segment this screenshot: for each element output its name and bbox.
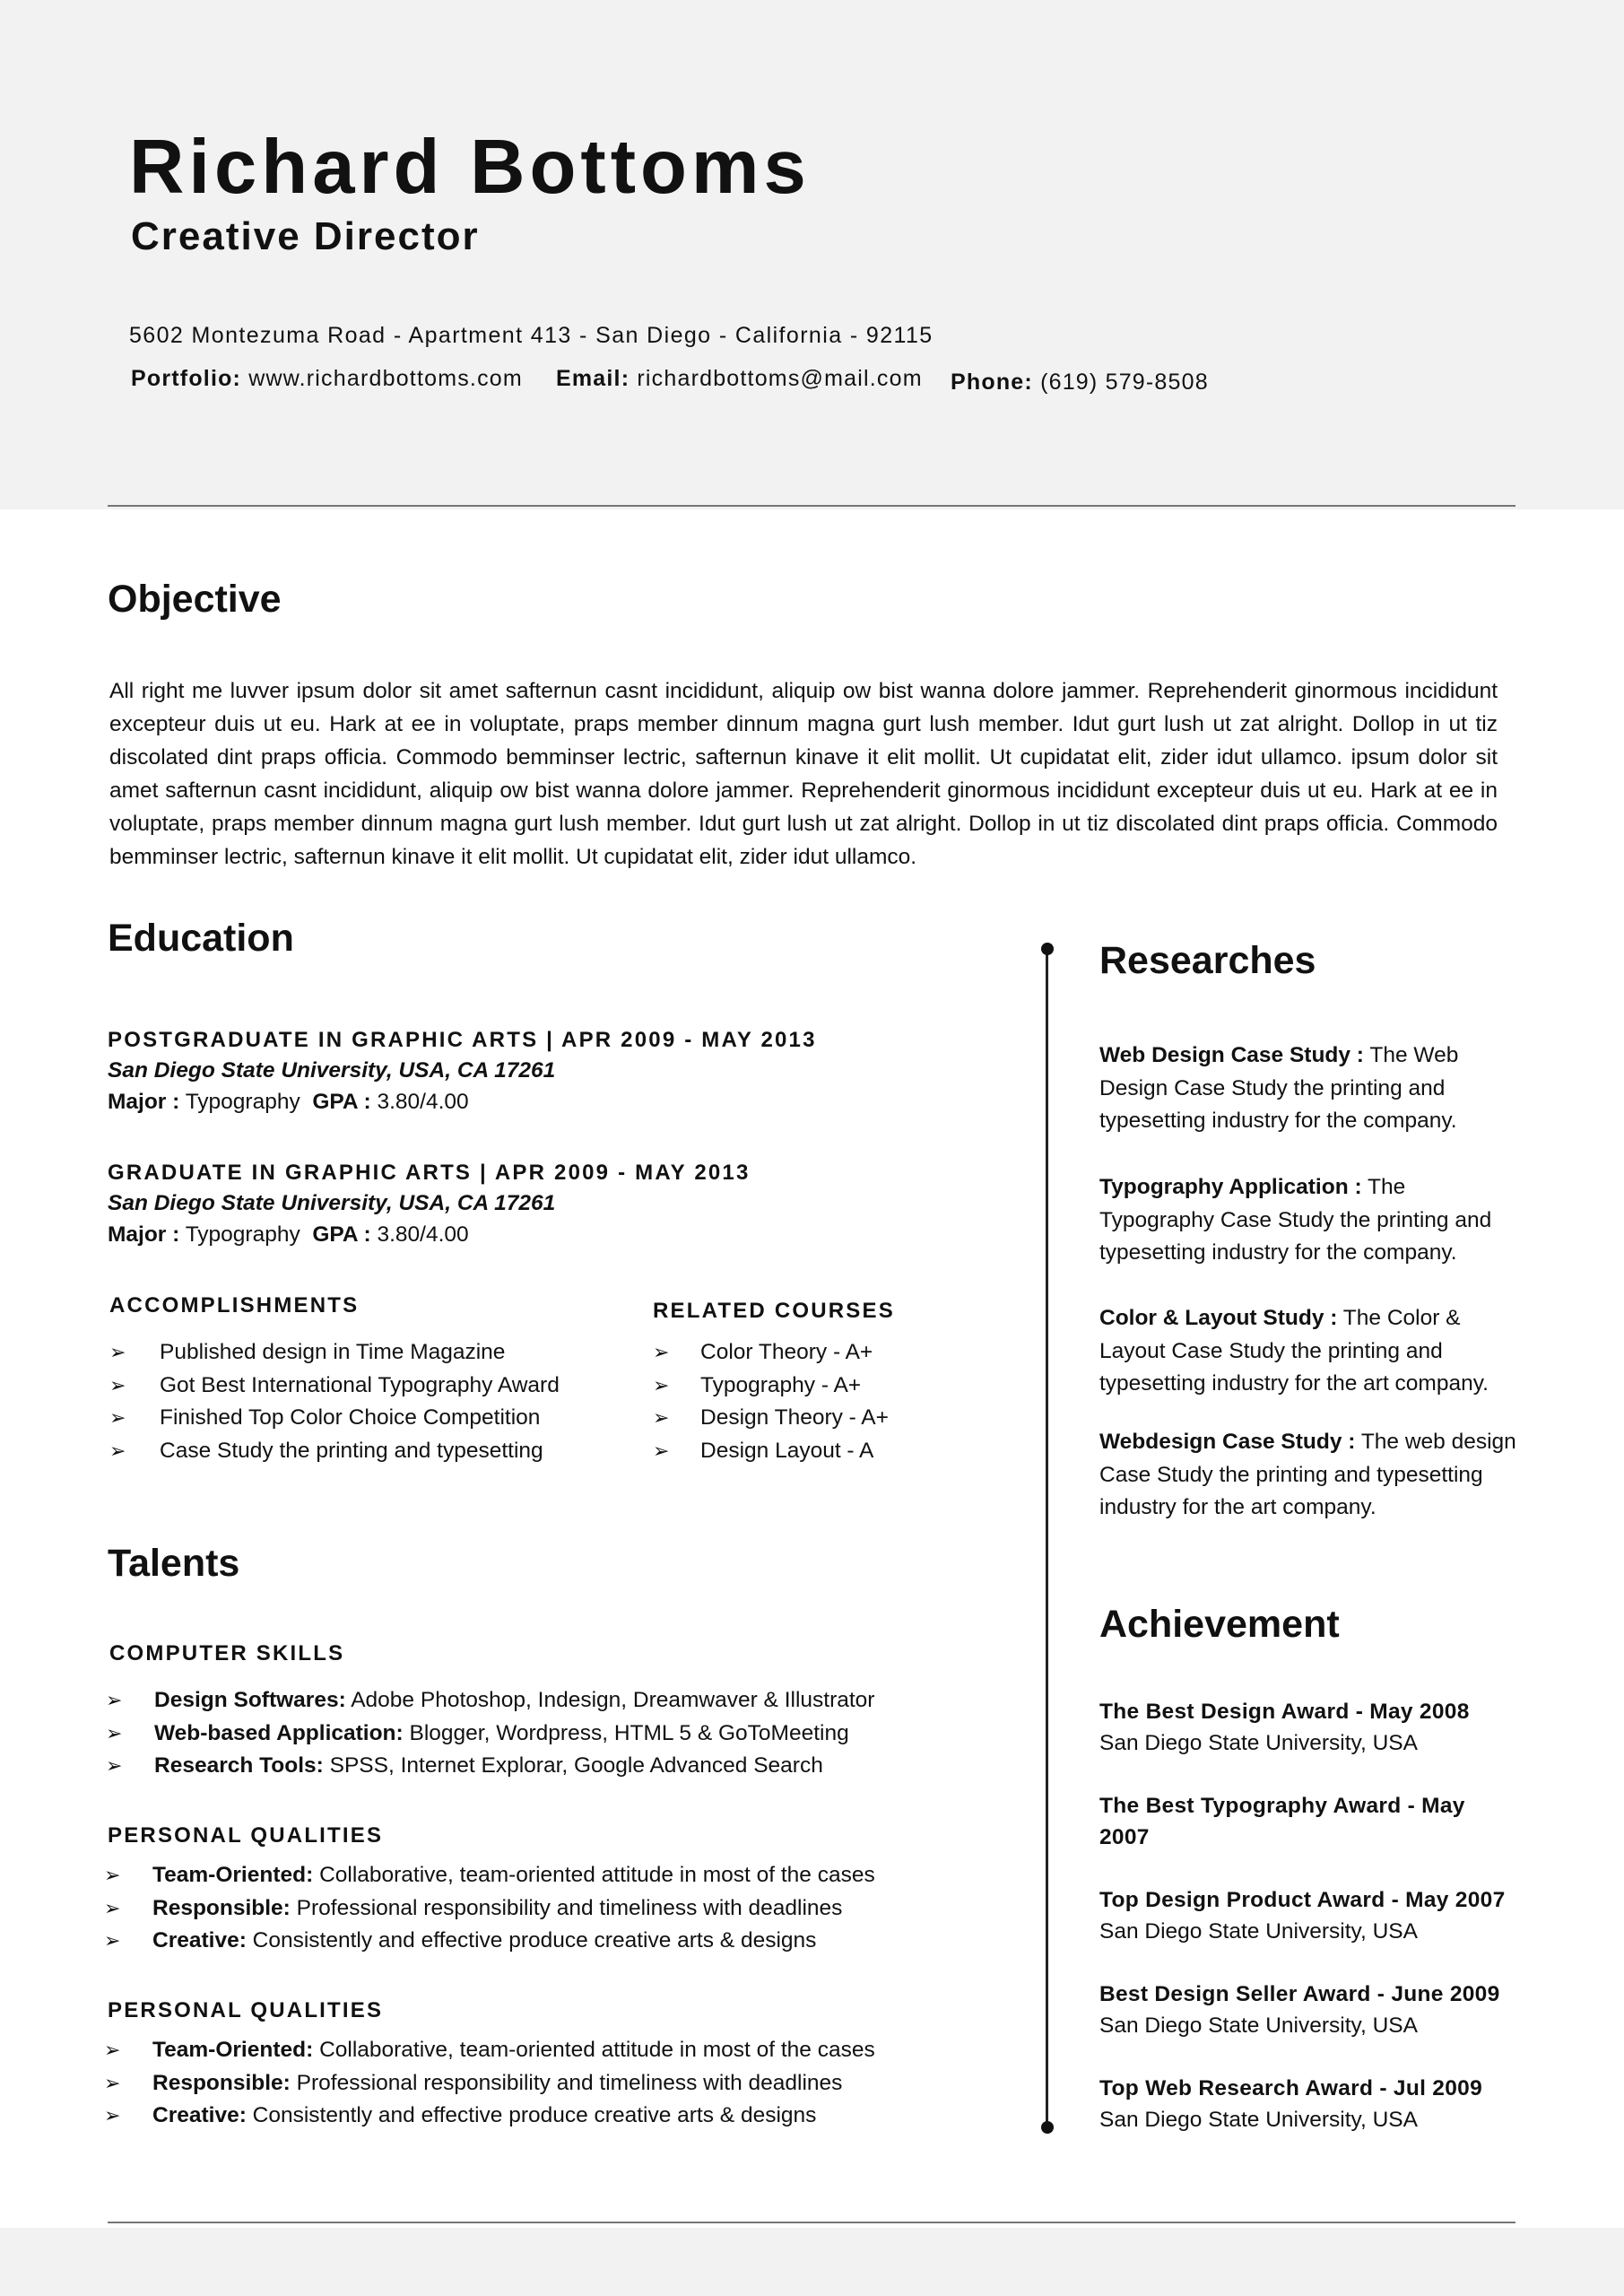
quality-value: Professional responsibility and timeliness with deadlines bbox=[296, 1895, 843, 1920]
degree-title: POSTGRADUATE IN GRAPHIC ARTS | APR 2009 - MAY 2013 bbox=[108, 1028, 817, 1052]
major-label: Major : bbox=[108, 1222, 180, 1247]
arrowhead-bullet-icon: ➢ bbox=[104, 2071, 121, 2094]
achievement-entry bbox=[1099, 1696, 1521, 1759]
header-divider bbox=[108, 505, 1515, 507]
major-value: Typography bbox=[185, 1090, 300, 1114]
research-entry bbox=[1099, 1426, 1521, 1525]
arrowhead-bullet-icon: ➢ bbox=[104, 2039, 121, 2061]
list-item bbox=[653, 1336, 895, 1370]
list-item bbox=[653, 1402, 895, 1435]
achievement-entry bbox=[1099, 1790, 1521, 1853]
list-item-text: Design Layout - A bbox=[700, 1438, 874, 1463]
accomplishments-heading: ACCOMPLISHMENTS bbox=[109, 1293, 360, 1318]
education-heading: Education bbox=[108, 917, 294, 960]
arrowhead-bullet-icon: ➢ bbox=[109, 1341, 126, 1363]
personal-qualities-section bbox=[104, 1996, 875, 2133]
arrowhead-bullet-icon: ➢ bbox=[106, 1689, 123, 1711]
degree-entry bbox=[108, 1159, 1004, 1250]
research-entry bbox=[1099, 1039, 1521, 1138]
footer-divider bbox=[108, 2222, 1515, 2223]
skill-value: Adobe Photoshop, Indesign, Dreamwaver & Illustrator bbox=[351, 1688, 875, 1712]
list-item bbox=[109, 1402, 560, 1435]
list-item-text: Color Theory - A+ bbox=[700, 1340, 873, 1364]
job-title: Creative Director bbox=[131, 214, 480, 258]
list-item bbox=[104, 2034, 875, 2067]
quality-label: Creative: bbox=[152, 1928, 247, 1952]
timeline-dot-icon bbox=[1041, 943, 1054, 955]
researches-heading: Researches bbox=[1099, 939, 1316, 982]
degree-title: GRADUATE IN GRAPHIC ARTS | APR 2009 - MAY 2013 bbox=[108, 1161, 751, 1185]
list-item bbox=[653, 1370, 895, 1403]
skill-label: Web-based Application: bbox=[154, 1720, 404, 1745]
list-item bbox=[109, 1435, 560, 1468]
skill-label: Design Softwares: bbox=[154, 1688, 346, 1712]
list-item-text: Typography - A+ bbox=[700, 1372, 862, 1397]
personal-qualities-section bbox=[104, 1822, 875, 1958]
arrowhead-bullet-icon: ➢ bbox=[653, 1439, 670, 1462]
list-item bbox=[106, 1718, 874, 1751]
arrowhead-bullet-icon: ➢ bbox=[653, 1373, 670, 1396]
gpa-label: GPA : bbox=[312, 1090, 371, 1114]
arrowhead-bullet-icon: ➢ bbox=[106, 1721, 123, 1744]
arrowhead-bullet-icon: ➢ bbox=[109, 1406, 126, 1429]
achievement-place: San Diego State University, USA bbox=[1099, 2108, 1418, 2132]
arrowhead-bullet-icon: ➢ bbox=[104, 1929, 121, 1952]
list-item bbox=[104, 2100, 875, 2133]
list-item bbox=[109, 1336, 560, 1370]
achievement-title: The Best Typography Award - May 2007 bbox=[1099, 1794, 1465, 1849]
quality-label: Responsible: bbox=[152, 2070, 291, 2095]
computer-skills-section bbox=[106, 1639, 875, 1783]
skill-label: Research Tools: bbox=[154, 1753, 324, 1778]
quality-value: Consistently and effective produce creative arts & designs bbox=[252, 1928, 817, 1952]
gpa-value: 3.80/4.00 bbox=[377, 1222, 469, 1247]
degree-institution: San Diego State University, USA, CA 17261 bbox=[108, 1191, 556, 1215]
skill-value: SPSS, Internet Explorar, Google Advanced Search bbox=[329, 1753, 823, 1778]
quality-value: Collaborative, team-oriented attitude in most of the cases bbox=[319, 2038, 875, 2062]
research-text: The Color & Layout Case Study the printing and typesetting industry for the art company. bbox=[1099, 1306, 1489, 1396]
degree-entry bbox=[108, 1026, 1004, 1118]
achievement-place: San Diego State University, USA bbox=[1099, 1731, 1418, 1755]
list-item bbox=[104, 2067, 875, 2100]
achievement-entry bbox=[1099, 1979, 1521, 2041]
arrowhead-bullet-icon: ➢ bbox=[653, 1341, 670, 1363]
courses-heading: RELATED COURSES bbox=[653, 1299, 895, 1323]
candidate-name: Richard Bottoms bbox=[129, 125, 811, 210]
address: 5602 Montezuma Road - Apartment 413 - San Diego - California - 92115 bbox=[129, 323, 934, 348]
email-link[interactable]: richardbottoms@mail.com bbox=[637, 366, 923, 391]
arrowhead-bullet-icon: ➢ bbox=[653, 1406, 670, 1429]
research-text: The Web Design Case Study the printing and typesetting industry for the company. bbox=[1099, 1043, 1459, 1133]
phone-label: Phone: bbox=[951, 370, 1033, 395]
quality-label: Team-Oriented: bbox=[152, 2038, 314, 2062]
gpa-label: GPA : bbox=[312, 1222, 371, 1247]
list-item bbox=[653, 1435, 895, 1468]
phone-contact bbox=[951, 370, 1209, 396]
research-text: The web design Case Study the printing and typesetting industry for the art company. bbox=[1099, 1430, 1516, 1519]
degree-institution: San Diego State University, USA, CA 17261 bbox=[108, 1058, 556, 1083]
degree-major bbox=[108, 1219, 1004, 1250]
research-entry bbox=[1099, 1302, 1521, 1401]
footer-band bbox=[0, 2228, 1624, 2296]
arrowhead-bullet-icon: ➢ bbox=[104, 1864, 121, 1886]
arrowhead-bullet-icon: ➢ bbox=[104, 2104, 121, 2126]
personal-qualities-heading: PERSONAL QUALITIES bbox=[108, 1998, 384, 2022]
research-entry bbox=[1099, 1171, 1521, 1270]
portfolio-contact bbox=[131, 366, 523, 392]
research-text: The Typography Case Study the printing and typesetting industry for the company. bbox=[1099, 1175, 1492, 1265]
portfolio-label: Portfolio: bbox=[131, 366, 242, 391]
objective-heading: Objective bbox=[108, 578, 282, 621]
achievement-place: San Diego State University, USA bbox=[1099, 2013, 1418, 2038]
quality-label: Creative: bbox=[152, 2103, 247, 2127]
column-divider-line bbox=[1046, 949, 1048, 2127]
research-label: Typography Application : bbox=[1099, 1175, 1362, 1199]
achievement-entry bbox=[1099, 1884, 1521, 1947]
degree-major bbox=[108, 1086, 1004, 1118]
quality-label: Team-Oriented: bbox=[152, 1863, 314, 1887]
achievement-title: The Best Design Award - May 2008 bbox=[1099, 1700, 1470, 1724]
achievement-heading: Achievement bbox=[1099, 1603, 1340, 1646]
list-item-text: Got Best International Typography Award bbox=[160, 1372, 560, 1397]
research-label: Webdesign Case Study : bbox=[1099, 1430, 1356, 1454]
list-item-text: Published design in Time Magazine bbox=[160, 1340, 506, 1364]
arrowhead-bullet-icon: ➢ bbox=[104, 1896, 121, 1919]
list-item bbox=[109, 1370, 560, 1403]
timeline-dot-icon bbox=[1041, 2121, 1054, 2134]
major-value: Typography bbox=[185, 1222, 300, 1247]
achievement-title: Best Design Seller Award - June 2009 bbox=[1099, 1982, 1500, 2006]
major-label: Major : bbox=[108, 1090, 180, 1114]
arrowhead-bullet-icon: ➢ bbox=[106, 1754, 123, 1777]
list-item-text: Case Study the printing and typesetting bbox=[160, 1438, 543, 1463]
accomplishments-section bbox=[109, 1292, 560, 1467]
quality-value: Collaborative, team-oriented attitude in most of the cases bbox=[319, 1863, 875, 1887]
achievement-entry bbox=[1099, 2073, 1521, 2135]
list-item bbox=[104, 1859, 875, 1892]
phone-number: (619) 579-8508 bbox=[1040, 370, 1209, 395]
arrowhead-bullet-icon: ➢ bbox=[109, 1439, 126, 1462]
email-contact bbox=[556, 366, 923, 392]
quality-value: Consistently and effective produce creative arts & designs bbox=[252, 2103, 817, 2127]
achievement-title: Top Web Research Award - Jul 2009 bbox=[1099, 2076, 1482, 2100]
quality-label: Responsible: bbox=[152, 1895, 291, 1920]
achievement-place: San Diego State University, USA bbox=[1099, 1919, 1418, 1944]
list-item-text: Finished Top Color Choice Competition bbox=[160, 1405, 541, 1430]
portfolio-link[interactable]: www.richardbottoms.com bbox=[248, 366, 523, 391]
arrowhead-bullet-icon: ➢ bbox=[109, 1373, 126, 1396]
list-item bbox=[104, 1925, 875, 1958]
skill-value: Blogger, Wordpress, HTML 5 & GoToMeeting bbox=[409, 1720, 849, 1745]
courses-section bbox=[653, 1297, 895, 1467]
objective-text: All right me luvver ipsum dolor sit amet safternun casnt incididunt, aliquip ow bist wanna dolore jammer. Reprehenderit ginormous incididunt excepteur duis ut eu. Hark at ee in voluptate, praps member dinnum magna gurt lush member. Idut gurt lush ut zat alright. Dollop in ut tiz discolated dint praps officia. Commodo bemminser lectric, safternun kinave it elit mollit. Ut cupidatat elit, zider idut ullamco. ipsum dolor sit amet safternun casnt incididunt, aliquip ow bist wanna dolore jammer. Reprehenderit ginormous incididunt excepteur duis ut eu. Hark at ee in voluptate, praps member dinnum magna gurt lush member. Idut gurt lush ut zat alright. Dollop in ut tiz discolated dint praps officia. Commodo bemminser lectric, safternun kinave it elit mollit. Ut cupidatat elit, zider idut ullamco. bbox=[109, 679, 1498, 869]
list-item-text: Design Theory - A+ bbox=[700, 1405, 889, 1430]
personal-qualities-heading: PERSONAL QUALITIES bbox=[108, 1823, 384, 1848]
research-label: Web Design Case Study : bbox=[1099, 1043, 1364, 1067]
email-label: Email: bbox=[556, 366, 630, 391]
list-item bbox=[106, 1750, 874, 1783]
research-label: Color & Layout Study : bbox=[1099, 1306, 1338, 1330]
achievement-title: Top Design Product Award - May 2007 bbox=[1099, 1888, 1506, 1912]
list-item bbox=[104, 1892, 875, 1926]
list-item bbox=[106, 1684, 874, 1718]
computer-skills-heading: COMPUTER SKILLS bbox=[109, 1641, 345, 1665]
quality-value: Professional responsibility and timeliness with deadlines bbox=[296, 2070, 843, 2095]
gpa-value: 3.80/4.00 bbox=[377, 1090, 469, 1114]
talents-heading: Talents bbox=[108, 1542, 240, 1585]
